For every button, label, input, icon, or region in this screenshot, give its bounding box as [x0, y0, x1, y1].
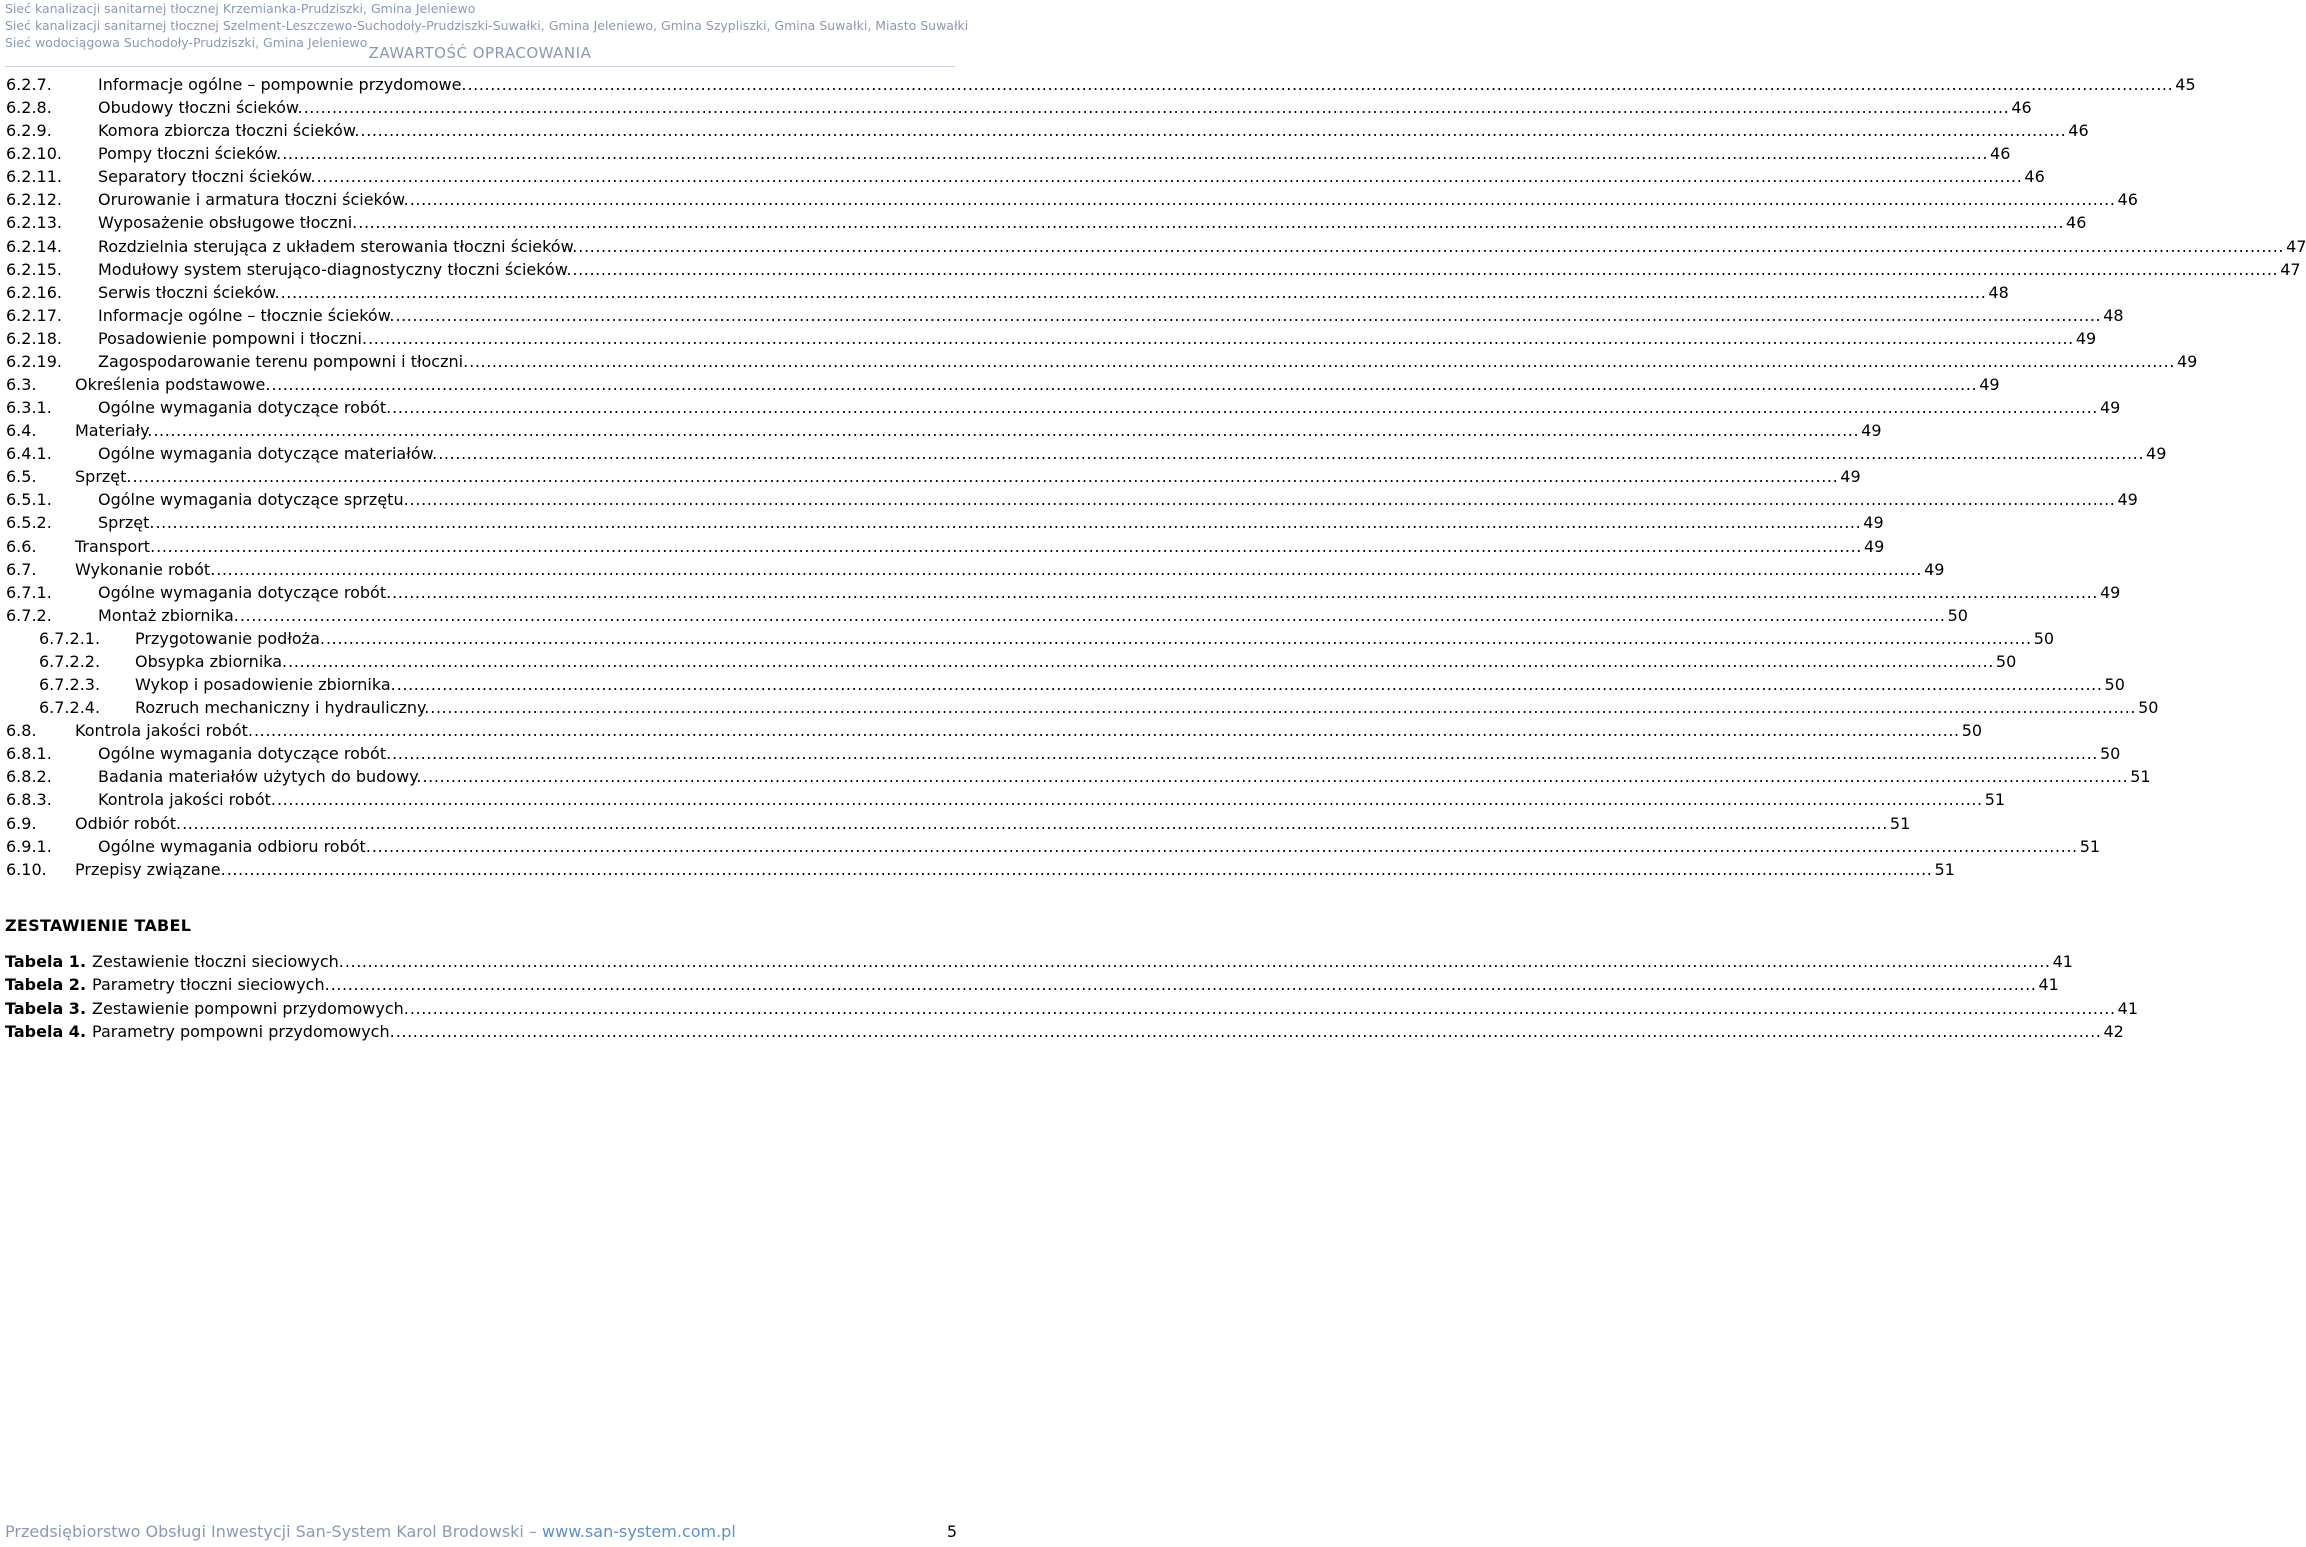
dot-leader: ............................................................................................................................................................................................................................................................................................................ — [438, 444, 2145, 464]
toc-entry[interactable] — [6, 211, 2087, 234]
header-line: Sieć wodociągowa Suchodoły-Prudziszki, Gmina Jeleniewo — [5, 35, 368, 50]
footer-company: Przedsiębiorstwo Obsługi Inwestycji San-System Karol Brodowski – — [5, 1522, 543, 1541]
toc-entry-title: Modułowy system sterująco-diagnostyczny tłoczni ścieków. — [98, 259, 572, 279]
toc-entry-title: Ogólne wymagania dotyczące robót. — [98, 744, 392, 764]
table-label: Tabela 1. — [5, 952, 87, 971]
toc-entry[interactable] — [6, 119, 2089, 142]
toc-entry[interactable] — [6, 650, 2017, 673]
dot-leader: ............................................................................................................................................................................................................................................................................................................ — [360, 121, 2067, 141]
toc-entry-page: 49 — [2146, 444, 2167, 464]
toc-entry[interactable] — [6, 465, 1861, 488]
table-label: Tabela 4. — [5, 1021, 87, 1041]
toc-entry-title: Komora zbiorcza tłoczni ścieków. — [98, 121, 360, 141]
toc-entry-page: 49 — [2075, 328, 2097, 348]
toc-entry-title: Przepisy związane. — [75, 859, 226, 879]
dot-leader: ............................................................................................................................................................................................................................................................................................................ — [325, 628, 2032, 648]
dot-leader: ............................................................................................................................................................................................................................................................................................................ — [132, 467, 1839, 487]
toc-entry-title: Ogólne wymagania dotyczące materiałów. — [98, 444, 438, 464]
table-page: 41 — [2038, 975, 2059, 995]
toc-entry-number: 6.2.14. — [6, 236, 62, 256]
toc-entry-page: 51 — [1984, 790, 2006, 810]
toc-entry-title: Odbiór robót. — [75, 813, 182, 833]
toc-entry-title: Ogólne wymagania dotyczące robót. — [98, 582, 392, 602]
toc-entry-title: Obsypka zbiornika. — [135, 651, 288, 671]
toc-entry-title: Montaż zbiornika. — [98, 605, 239, 625]
toc-entry-page: 46 — [2011, 98, 2032, 118]
dot-leader: ............................................................................................................................................................................................................................................................................................................ — [422, 767, 2129, 787]
footer-website-link[interactable]: www.san-system.com.pl — [542, 1522, 736, 1541]
dot-leader: ............................................................................................................................................................................................................................................................................................................ — [395, 1021, 2102, 1041]
toc-entry-page: 50 — [1995, 651, 2017, 671]
toc-entry-page: 45 — [2175, 75, 2196, 94]
dot-leader: ............................................................................................................................................................................................................................................................................................................ — [409, 998, 2116, 1018]
toc-entry[interactable] — [6, 165, 2045, 188]
toc-entry[interactable] — [6, 373, 2000, 396]
dot-leader: ............................................................................................................................................................................................................................................................................................................ — [344, 952, 2051, 971]
table-title: Zestawienie pompowni przydomowych. — [92, 998, 409, 1018]
dot-leader: ............................................................................................................................................................................................................................................................................................................ — [368, 328, 2074, 348]
toc-entry[interactable] — [6, 765, 2151, 788]
toc-entry-title: Przygotowanie podłoża. — [135, 628, 325, 648]
toc-entry-title: Transport. — [75, 536, 156, 556]
toc-entry[interactable] — [6, 788, 2006, 811]
dot-leader: ............................................................................................................................................................................................................................................................................................................ — [409, 490, 2116, 510]
dot-leader: ............................................................................................................................................................................................................................................................................................................ — [288, 651, 1994, 671]
toc-entry[interactable] — [6, 858, 1955, 881]
toc-entry-number: 6.8.2. — [6, 767, 52, 787]
table-label: Tabela 3. — [5, 998, 87, 1018]
section-title: ZAWARTOŚĆ OPRACOWANIA — [368, 44, 592, 62]
toc-entry-number: 6.7.2.1. — [39, 628, 101, 648]
table-list-entry[interactable] — [5, 1020, 2124, 1043]
toc-entry[interactable] — [6, 73, 2196, 96]
header-line: Sieć kanalizacji sanitarnej tłocznej Krzemianka-Prudziszki, Gmina Jeleniewo — [5, 1, 476, 16]
toc-entry-number: 6.7.2.2. — [39, 651, 101, 671]
toc-entry-page: 49 — [1979, 375, 2000, 395]
toc-entry[interactable] — [6, 488, 2138, 511]
toc-entry[interactable] — [6, 535, 1885, 558]
toc-entry-title: Ogólne wymagania dotyczące robót. — [98, 398, 392, 418]
toc-entry-number: 6.2.11. — [6, 167, 62, 187]
toc-entry-number: 6.10. — [6, 859, 47, 879]
dot-leader: ............................................................................................................................................................................................................................................................................................................ — [430, 698, 2137, 718]
toc-entry-number: 6.2.13. — [6, 213, 62, 233]
dot-leader: ............................................................................................................................................................................................................................................................................................................ — [396, 675, 2103, 695]
dot-leader: ............................................................................................................................................................................................................................................................................................................ — [156, 536, 1862, 556]
dot-leader: ............................................................................................................................................................................................................................................................................................................ — [330, 975, 2037, 995]
toc-entry-number: 6.8.3. — [6, 790, 52, 810]
toc-entry-title: Obudowy tłoczni ścieków. — [98, 98, 303, 118]
dot-leader: ............................................................................................................................................................................................................................................................................................................ — [371, 836, 2078, 856]
toc-entry-title: Serwis tłoczni ścieków. — [98, 282, 280, 302]
toc-entry-number: 6.2.8. — [6, 98, 52, 118]
toc-entry-page: 50 — [1947, 605, 1968, 625]
toc-entry-number: 6.2.15. — [6, 259, 62, 279]
toc-entry-title: Rozruch mechaniczny i hydrauliczny. — [135, 698, 430, 718]
toc-entry-number: 6.2.16. — [6, 282, 62, 302]
dot-leader: ............................................................................................................................................................................................................................................................................................................ — [282, 144, 1989, 164]
toc-entry-page: 51 — [1934, 859, 1955, 879]
toc-entry[interactable] — [6, 235, 2306, 258]
dot-leader: ............................................................................................................................................................................................................................................................................................................ — [469, 351, 2175, 371]
toc-entry-title: Wykonanie robót. — [75, 559, 216, 579]
toc-entry-title: Rozdzielnia sterująca z układem sterowania tłoczni ścieków. — [98, 236, 578, 256]
toc-entry-number: 6.2.10. — [6, 144, 62, 164]
dot-leader: ............................................................................................................................................................................................................................................................................................................ — [271, 375, 1978, 395]
toc-entry-page: 49 — [1840, 467, 1861, 487]
list-of-tables — [5, 950, 2138, 1043]
toc-entry-title: Separatory tłoczni ścieków. — [98, 167, 316, 187]
toc-entry[interactable] — [6, 604, 1968, 627]
toc-entry-page: 48 — [2103, 305, 2124, 325]
table-list-entry[interactable] — [5, 973, 2059, 996]
dot-leader: ............................................................................................................................................................................................................................................................................................................ — [392, 582, 2098, 602]
toc-entry-number: 6.7. — [6, 559, 37, 579]
table-title: Zestawienie tłoczni sieciowych. — [92, 952, 344, 971]
toc-entry[interactable] — [6, 350, 2198, 373]
toc-entry-title: Zagospodarowanie terenu pompowni i tłoczni. — [98, 351, 469, 371]
toc-entry-number: 6.8. — [6, 721, 37, 741]
table-list-entry[interactable] — [5, 997, 2138, 1020]
table-label: Tabela 2. — [5, 975, 87, 995]
toc-entry-title: Ogólne wymagania dotyczące sprzętu. — [98, 490, 409, 510]
toc-entry-page: 49 — [1863, 513, 1884, 533]
header-divider — [5, 66, 955, 67]
toc-entry[interactable] — [6, 96, 2032, 119]
toc-entry[interactable] — [6, 581, 2121, 604]
tables-heading: ZESTAWIENIE TABEL — [5, 916, 192, 935]
table-page: 41 — [2052, 952, 2073, 971]
toc-entry-page: 46 — [2117, 190, 2138, 210]
toc-entry-title: Pompy tłoczni ścieków. — [98, 144, 282, 164]
toc-entry[interactable] — [6, 627, 2055, 650]
toc-entry-number: 6.8.1. — [6, 744, 52, 764]
toc-entry-page: 48 — [1988, 282, 2009, 302]
dot-leader: ............................................................................................................................................................................................................................................................................................................ — [395, 305, 2102, 325]
toc-entry-title: Materiały. — [75, 421, 153, 441]
toc-entry[interactable] — [6, 442, 2167, 465]
toc-entry-page: 51 — [1889, 813, 1911, 833]
toc-entry-title: Wyposażenie obsługowe tłoczni. — [98, 213, 358, 233]
toc-entry[interactable] — [6, 511, 1884, 534]
dot-leader: ............................................................................................................................................................................................................................................................................................................ — [216, 559, 1923, 579]
toc-entry-number: 6.2.18. — [6, 328, 62, 348]
toc-entry-number: 6.3.1. — [6, 398, 52, 418]
toc-entry-number: 6.7.2. — [6, 605, 52, 625]
toc-entry-number: 6.2.19. — [6, 351, 62, 371]
toc-entry-page: 49 — [1861, 421, 1882, 441]
dot-leader: ............................................................................................................................................................................................................................................................................................................ — [578, 236, 2285, 256]
toc-entry-page: 46 — [2066, 213, 2087, 233]
toc-entry-title: Informacje ogólne – tłocznie ścieków. — [98, 305, 395, 325]
toc-entry-number: 6.5.2. — [6, 513, 52, 533]
toc-entry-title: Orurowanie i armatura tłoczni ścieków. — [98, 190, 409, 210]
dot-leader: ............................................................................................................................................................................................................................................................................................................ — [239, 605, 1946, 625]
toc-entry-title: Sprzęt. — [75, 467, 132, 487]
toc-entry-page: 50 — [1961, 721, 1983, 741]
toc-entry-number: 6.6. — [6, 536, 37, 556]
toc-entry-page: 51 — [2079, 836, 2101, 856]
toc-entry-title: Badania materiałów użytych do budowy. — [98, 767, 422, 787]
toc-entry[interactable] — [6, 719, 1983, 742]
toc-entry-number: 6.3. — [6, 375, 37, 395]
toc-entry-title: Ogólne wymagania odbioru robót. — [98, 836, 371, 856]
dot-leader: ............................................................................................................................................................................................................................................................................................................ — [316, 167, 2023, 187]
toc-entry-number: 6.5. — [6, 467, 37, 487]
toc-entry-page: 46 — [1990, 144, 2011, 164]
toc-entry[interactable] — [6, 419, 1882, 442]
toc-entry-number: 6.7.1. — [6, 582, 52, 602]
toc-entry-page: 50 — [2099, 744, 2121, 764]
toc-entry[interactable] — [6, 673, 2125, 696]
toc-entry[interactable] — [6, 142, 2011, 165]
dot-leader: ............................................................................................................................................................................................................................................................................................................ — [182, 813, 1888, 833]
toc-entry-number: 6.2.17. — [6, 305, 62, 325]
toc-entry[interactable] — [6, 281, 2009, 304]
toc-entry-title: Kontrola jakości robót. — [75, 721, 253, 741]
table-title: Parametry pompowni przydomowych. — [92, 1021, 395, 1041]
toc-entry-number: 6.7.2.4. — [39, 698, 101, 718]
toc-entry-page: 46 — [2068, 121, 2089, 141]
toc-entry-page: 51 — [2130, 767, 2151, 787]
dot-leader: ............................................................................................................................................................................................................................................................................................................ — [572, 259, 2279, 279]
toc-entry-number: 6.7.2.3. — [39, 675, 101, 695]
dot-leader: ............................................................................................................................................................................................................................................................................................................ — [280, 282, 1987, 302]
dot-leader: ............................................................................................................................................................................................................................................................................................................ — [358, 213, 2065, 233]
toc-entry-page: 50 — [2033, 628, 2055, 648]
toc-entry-number: 6.4.1. — [6, 444, 52, 464]
table-page: 42 — [2103, 1021, 2124, 1041]
toc-entry[interactable] — [6, 258, 2301, 281]
dot-leader: ............................................................................................................................................................................................................................................................................................................ — [153, 421, 1860, 441]
toc-entry-title: Określenia podstawowe. — [75, 375, 271, 395]
toc-entry[interactable] — [6, 812, 1911, 835]
table-page: 41 — [2117, 998, 2138, 1018]
toc-entry-title: Sprzęt. — [98, 513, 155, 533]
dot-leader: ............................................................................................................................................................................................................................................................................................................ — [392, 398, 2098, 418]
table-list-entry[interactable] — [5, 950, 2073, 973]
toc-entry-page: 49 — [1863, 536, 1885, 556]
toc-entry-page: 49 — [2117, 490, 2138, 510]
toc-entry-page: 46 — [2024, 167, 2045, 187]
toc-entry[interactable] — [6, 742, 2121, 765]
toc-entry[interactable] — [6, 304, 2124, 327]
toc-entry-page: 49 — [2176, 351, 2198, 371]
toc-entry-number: 6.9.1. — [6, 836, 52, 856]
toc-entry-title: Informacje ogólne – pompownie przydomowe. — [98, 75, 467, 94]
table-of-contents — [6, 73, 2306, 881]
dot-leader: ............................................................................................................................................................................................................................................................................................................ — [226, 859, 1933, 879]
toc-entry-number: 6.2.12. — [6, 190, 62, 210]
page-number: 5 — [946, 1522, 957, 1541]
toc-entry[interactable] — [6, 558, 1945, 581]
toc-entry[interactable] — [6, 396, 2121, 419]
toc-entry[interactable] — [6, 835, 2101, 858]
toc-entry-title: Wykop i posadowienie zbiornika. — [135, 675, 396, 695]
toc-entry-number: 6.9. — [6, 813, 37, 833]
dot-leader: ............................................................................................................................................................................................................................................................................................................ — [253, 721, 1960, 741]
dot-leader: ............................................................................................................................................................................................................................................................................................................ — [303, 98, 2010, 118]
toc-entry[interactable] — [6, 188, 2138, 211]
dot-leader: ............................................................................................................................................................................................................................................................................................................ — [276, 790, 1983, 810]
toc-entry-page: 49 — [1924, 559, 1945, 579]
dot-leader: ............................................................................................................................................................................................................................................................................................................ — [467, 75, 2174, 94]
toc-entry-page: 47 — [2286, 236, 2306, 256]
header-line: Sieć kanalizacji sanitarnej tłocznej Szelment-Leszczewo-Suchodoły-Prudziszki-Suwałki, Gmina Jeleniewo, Gmina Szypliszki, Gmina Suwałki, Miasto Suwałki — [5, 18, 969, 33]
toc-entry-number: 6.5.1. — [6, 490, 52, 510]
toc-entry-page: 49 — [2099, 582, 2121, 602]
toc-entry[interactable] — [6, 696, 2159, 719]
table-title: Parametry tłoczni sieciowych. — [92, 975, 330, 995]
toc-entry-page: 50 — [2104, 675, 2125, 695]
toc-entry-page: 49 — [2099, 398, 2121, 418]
toc-entry-number: 6.2.9. — [6, 121, 52, 141]
dot-leader: ............................................................................................................................................................................................................................................................................................................ — [392, 744, 2098, 764]
page-footer — [5, 1522, 957, 1541]
toc-entry-title: Kontrola jakości robót. — [98, 790, 276, 810]
toc-entry-page: 50 — [2138, 698, 2159, 718]
dot-leader: ............................................................................................................................................................................................................................................................................................................ — [155, 513, 1862, 533]
toc-entry-number: 6.4. — [6, 421, 37, 441]
toc-entry[interactable] — [6, 327, 2097, 350]
toc-entry-title: Posadowienie pompowni i tłoczni. — [98, 328, 368, 348]
toc-entry-number: 6.2.7. — [6, 75, 52, 94]
dot-leader: ............................................................................................................................................................................................................................................................................................................ — [409, 190, 2116, 210]
toc-entry-page: 47 — [2280, 259, 2301, 279]
